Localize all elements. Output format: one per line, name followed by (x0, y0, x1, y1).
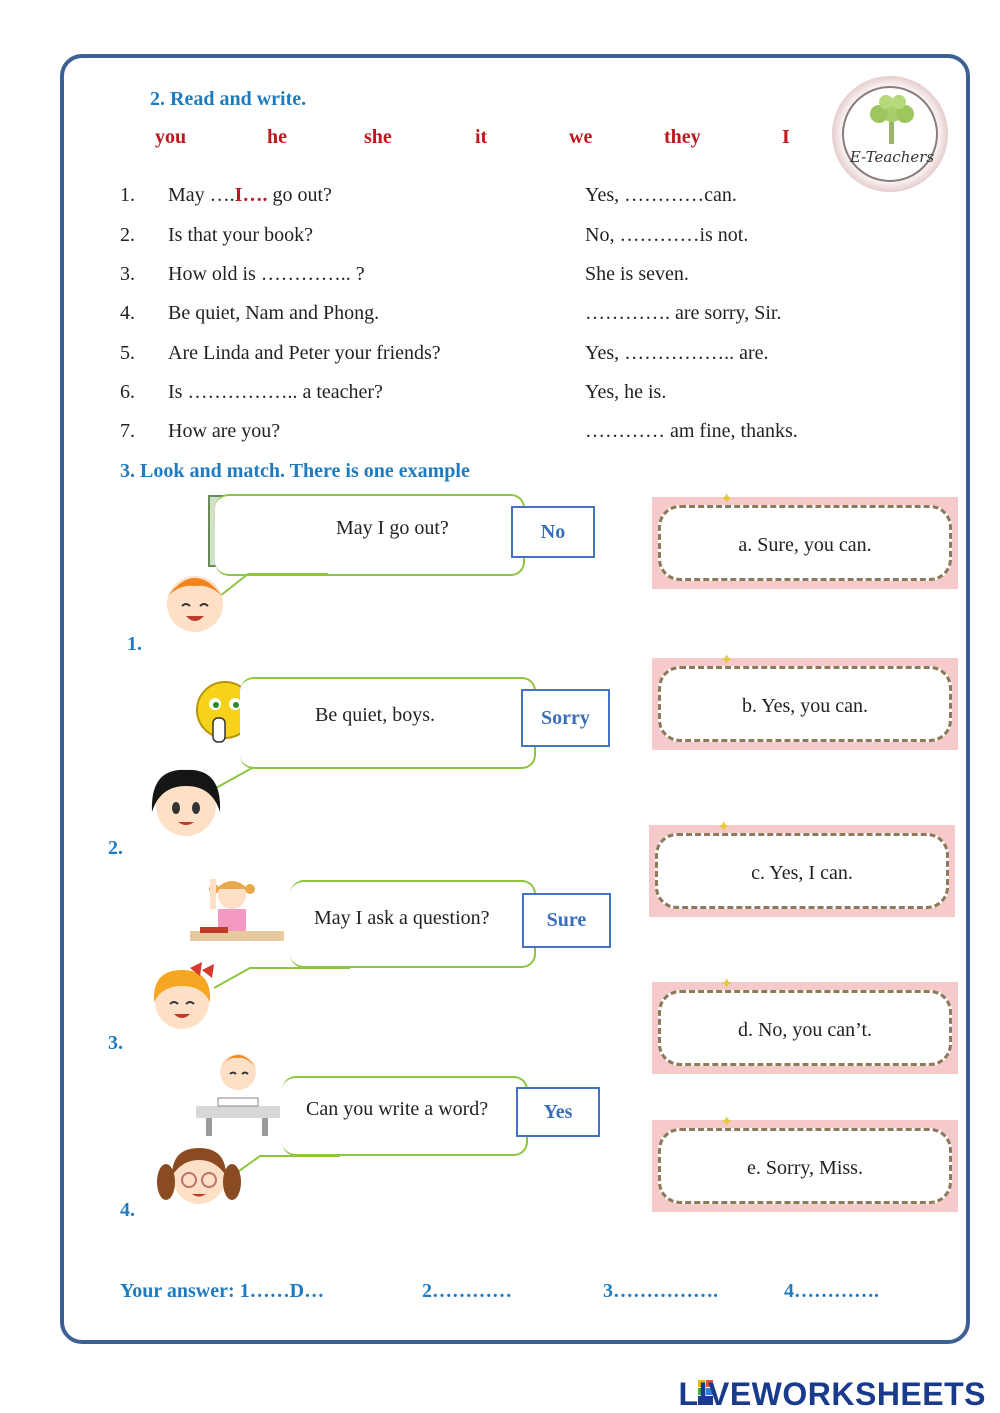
star-icon: ✦ (720, 652, 734, 669)
answer-box-2[interactable]: Sorry (521, 689, 610, 747)
your-answer-3[interactable]: 3……………. (603, 1280, 718, 1302)
bubble-tail (210, 962, 360, 992)
prompt-text: Be quiet, boys. (315, 704, 435, 726)
answer-text: ………… am fine, thanks. (585, 420, 798, 442)
pronoun-it: it (475, 126, 488, 148)
pronoun-they: they (664, 126, 701, 148)
your-answer-1[interactable]: Your answer: 1……D… (120, 1280, 325, 1302)
option-c (649, 819, 955, 917)
item-number: 4. (120, 1199, 135, 1221)
answer-box-3[interactable]: Sure (522, 893, 611, 948)
question-text: Are Linda and Peter your friends? (168, 342, 441, 364)
answer-box-1[interactable]: No (511, 506, 595, 558)
pronoun-you: you (155, 126, 187, 148)
question-number: 4. (120, 302, 135, 324)
question-number: 6. (120, 381, 135, 403)
section2-heading: 2. Read and write. (150, 88, 307, 110)
option-text: a. Sure, you can. (738, 534, 872, 556)
girl-face-icon (146, 764, 226, 840)
option-a (652, 491, 958, 589)
question-text: Is that your book? (168, 224, 313, 246)
question-number: 5. (120, 342, 135, 364)
your-answer-2[interactable]: 2………… (422, 1280, 512, 1302)
pronoun-i: I (782, 126, 790, 148)
bubble-tail (230, 1150, 350, 1180)
item-number: 3. (108, 1032, 123, 1054)
bubble-tail (212, 762, 352, 792)
girl-with-bow-face-icon (146, 962, 218, 1034)
question-text: Be quiet, Nam and Phong. (168, 302, 380, 324)
prompt-text: Can you write a word? (306, 1098, 489, 1120)
star-icon: ✦ (720, 1114, 734, 1131)
answer-text: Yes, …………can. (585, 184, 737, 206)
example-fill: I…. (234, 184, 268, 206)
liveworksheets-brand: LIVEWORKSHEETS (678, 1376, 986, 1412)
girl-raising-hand-picture (188, 873, 288, 957)
pronoun-he: he (267, 126, 287, 148)
answer-text: Yes, …………….. are. (585, 342, 769, 364)
girl-with-glasses-face-icon (156, 1142, 242, 1212)
item-number: 1. (127, 633, 142, 655)
star-icon: ✦ (720, 976, 734, 993)
prompt-text: May I ask a question? (314, 907, 490, 929)
answer-text: Yes, he is. (585, 381, 667, 403)
question-text: Is …………….. a teacher? (168, 381, 383, 403)
question-number: 2. (120, 224, 135, 246)
question-number: 3. (120, 263, 135, 285)
boy-writing-picture (192, 1042, 284, 1138)
answer-text: She is seven. (585, 263, 689, 285)
question-text: How old is ………….. ? (168, 263, 365, 285)
your-answer-4[interactable]: 4…………. (784, 1280, 879, 1302)
pronoun-we: we (569, 126, 593, 148)
answer-box-4[interactable]: Yes (516, 1087, 600, 1137)
star-icon: ✦ (720, 491, 734, 508)
option-text: c. Yes, I can. (751, 862, 853, 884)
option-d (652, 976, 958, 1074)
answer-text: …………. are sorry, Sir. (585, 302, 782, 324)
logo-text: E-Teachers (849, 148, 935, 166)
option-b (652, 652, 958, 750)
item-number: 2. (108, 837, 123, 859)
answer-text: No, …………is not. (585, 224, 749, 246)
question-text: How are you? (168, 420, 281, 442)
option-text: e. Sorry, Miss. (747, 1157, 863, 1179)
option-e (652, 1114, 958, 1212)
question-number: 1. (120, 184, 135, 206)
section3-heading: 3. Look and match. There is one example (120, 460, 470, 482)
option-text: b. Yes, you can. (741, 695, 869, 717)
boy-face-icon (160, 566, 230, 636)
tree-icon (844, 88, 940, 148)
pronoun-she: she (364, 126, 392, 148)
bubble-tail (218, 570, 338, 600)
question-text: May ….I…. go out? (168, 184, 332, 206)
e-teachers-logo (832, 76, 948, 192)
question-number: 7. (120, 420, 135, 442)
star-icon: ✦ (717, 819, 731, 836)
prompt-text: May I go out? (336, 517, 449, 539)
option-text: d. No, you can’t. (737, 1019, 873, 1041)
